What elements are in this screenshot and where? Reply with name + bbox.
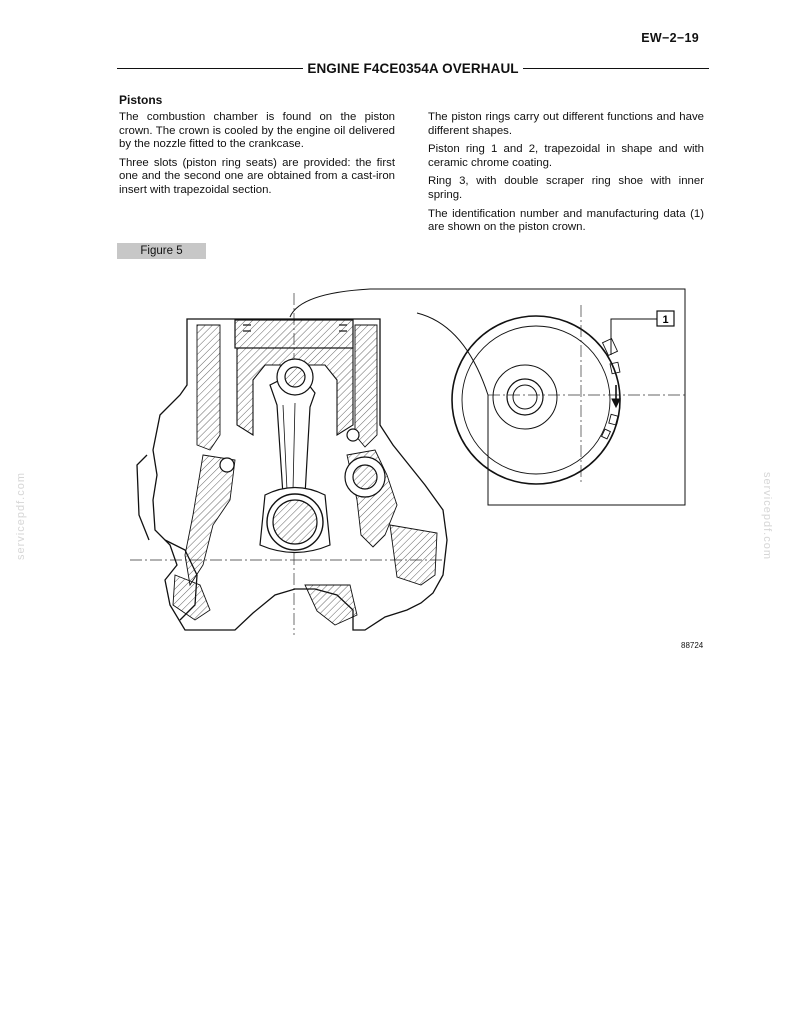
callout-number: 1 bbox=[662, 314, 669, 326]
paragraph: The piston rings carry out different functions and have different shapes. bbox=[428, 111, 704, 137]
paragraph: The identification number and manufacturing data (1) are shown on the piston crown. bbox=[428, 207, 704, 234]
crankshaft-journal bbox=[260, 488, 330, 553]
header-title: ENGINE F4CE0354A OVERHAUL bbox=[307, 60, 519, 76]
page-number: EW−2−19 bbox=[641, 31, 699, 45]
connecting-rod bbox=[270, 359, 315, 500]
piston-crown-detail bbox=[452, 316, 657, 484]
header-bar bbox=[117, 59, 709, 77]
section-title: Pistons bbox=[119, 93, 163, 107]
paragraph: Three slots (piston ring seats) are provided: the first one and the second one are obtained from a cast-iron insert with trapezoidal section. bbox=[119, 156, 395, 196]
header-rule-left bbox=[117, 68, 303, 69]
header-rule-right bbox=[523, 68, 709, 69]
watermark-left: servicepdf.com bbox=[14, 472, 27, 560]
paragraph: The combustion chamber is found on the piston crown. The crown is cooled by the engine oil delivered by the nozzle fitted to the crankcase. bbox=[119, 111, 395, 151]
right-column bbox=[428, 111, 704, 240]
figure-code: 88724 bbox=[681, 641, 704, 650]
watermark-right: servicepdf.com bbox=[760, 472, 773, 560]
engine-section-drawing bbox=[125, 285, 695, 650]
paragraph: Piston ring 1 and 2, trapezoidal in shape and with ceramic chrome coating. bbox=[428, 143, 704, 169]
paragraph: Ring 3, with double scraper ring shoe with inner spring. bbox=[428, 175, 704, 201]
left-column bbox=[119, 111, 395, 203]
figure-label: Figure 5 bbox=[117, 243, 206, 259]
